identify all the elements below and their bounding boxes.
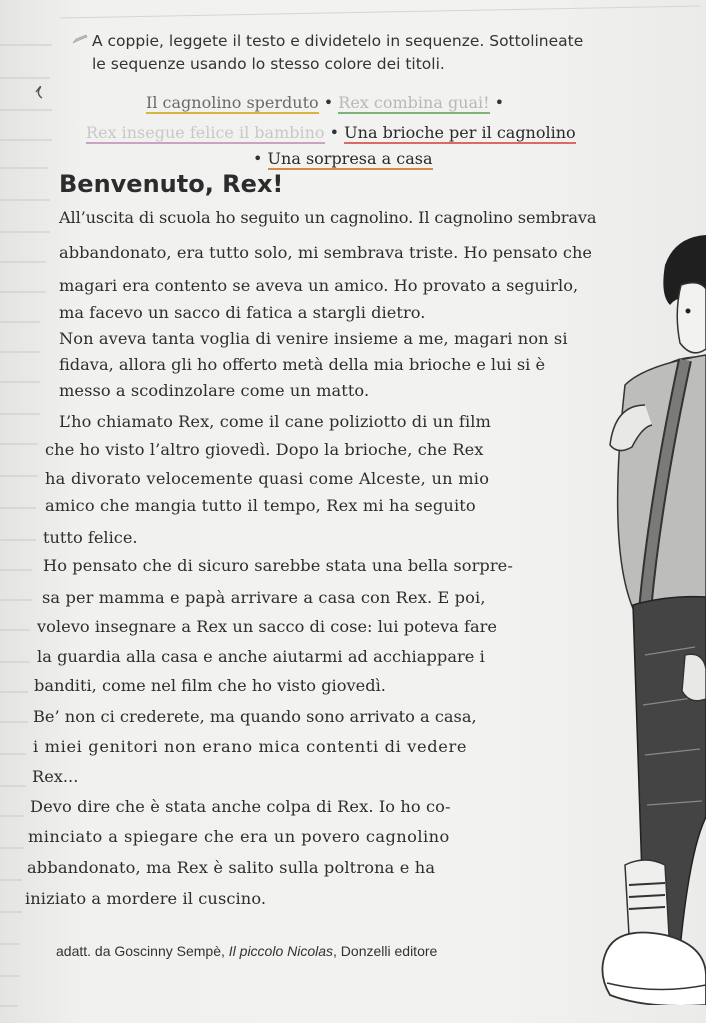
story-line: magari era contento se aveva un amico. Ho provato a seguirlo, <box>59 276 579 295</box>
instructions-line-1: A coppie, leggete il testo e dividetelo in sequenze. Sottolineate <box>92 32 584 50</box>
story-line: sa per mamma e papà arrivare a casa con Rex. E poi, <box>42 588 486 607</box>
story-line: Be’ non ci crederete, ma quando sono arrivato a casa, <box>33 707 477 726</box>
story-line: L’ho chiamato Rex, come il cane poliziotto di un film <box>59 412 491 431</box>
title-separator: • <box>329 123 340 142</box>
story-line: ma facevo un sacco di fatica a stargli dietro. <box>59 303 426 322</box>
title-brioche: Una brioche per il cagnolino <box>344 123 576 142</box>
title-separator: • <box>253 149 263 168</box>
story-line: Ho pensato che di sicuro sarebbe stata una bella sorpre- <box>43 556 513 575</box>
title-cagnolino-sperduto: Il cagnolino sperduto <box>146 93 319 112</box>
story-line: messo a scodinzolare come un matto. <box>59 381 370 400</box>
story-line: Non aveva tanta voglia di venire insieme a me, magari non si <box>59 329 568 348</box>
story-line: All’uscita di scuola ho seguito un cagnolino. Il cagnolino sembrava <box>59 208 597 227</box>
story-line: Rex... <box>32 767 79 786</box>
credit-book-title: Il piccolo Nicolas <box>228 943 334 959</box>
exercise-instructions <box>92 30 672 76</box>
story-line: minciato a spiegare che era un povero cagnolino <box>28 827 450 846</box>
story-line: la guardia alla casa e anche aiutarmi ad acchiappare i <box>37 647 485 666</box>
story-line: abbandonato, era tutto solo, mi sembrava triste. Ho pensato che <box>59 243 593 262</box>
story-line: abbandonato, ma Rex è salito sulla poltrona e ha <box>27 858 436 877</box>
credit-prefix: adatt. da Goscinny Sempè, <box>56 943 229 959</box>
story-line: Devo dire che è stata anche colpa di Rex. Io ho co- <box>30 797 451 816</box>
boy-illustration <box>585 235 706 1005</box>
story-line: che ho visto l’altro giovedì. Dopo la brioche, che Rex <box>45 440 484 459</box>
source-credit <box>56 943 437 959</box>
story-title: Benvenuto, Rex! <box>59 170 284 198</box>
story-line: i miei genitori non erano mica contenti di vedere <box>33 737 468 756</box>
story-line: amico che mangia tutto il tempo, Rex mi ha seguito <box>45 496 476 515</box>
story-line: volevo insegnare a Rex un sacco di cose: lui poteva fare <box>37 617 498 636</box>
story-line: tutto felice. <box>43 528 138 547</box>
story-line: iniziato a mordere il cuscino. <box>25 889 267 908</box>
title-rex-insegue: Rex insegue felice il bambino <box>86 123 325 142</box>
story-line: banditi, come nel film che ho visto giovedì. <box>34 676 386 695</box>
title-rex-combina-guai: Rex combina guai! <box>338 93 490 112</box>
story-line: fidava, allora gli ho offerto metà della mia brioche e lui si è <box>59 355 546 374</box>
pencil-icon <box>72 34 88 44</box>
title-separator: • <box>494 93 505 112</box>
story-line: ha divorato velocemente quasi come Alceste, un mio <box>45 469 490 488</box>
title-sorpresa-a-casa: Una sorpresa a casa <box>267 149 433 168</box>
instructions-line-2: le sequenze usando lo stesso colore dei titoli. <box>92 55 445 73</box>
credit-suffix: , Donzelli editore <box>333 943 438 959</box>
title-separator: • <box>323 93 334 112</box>
